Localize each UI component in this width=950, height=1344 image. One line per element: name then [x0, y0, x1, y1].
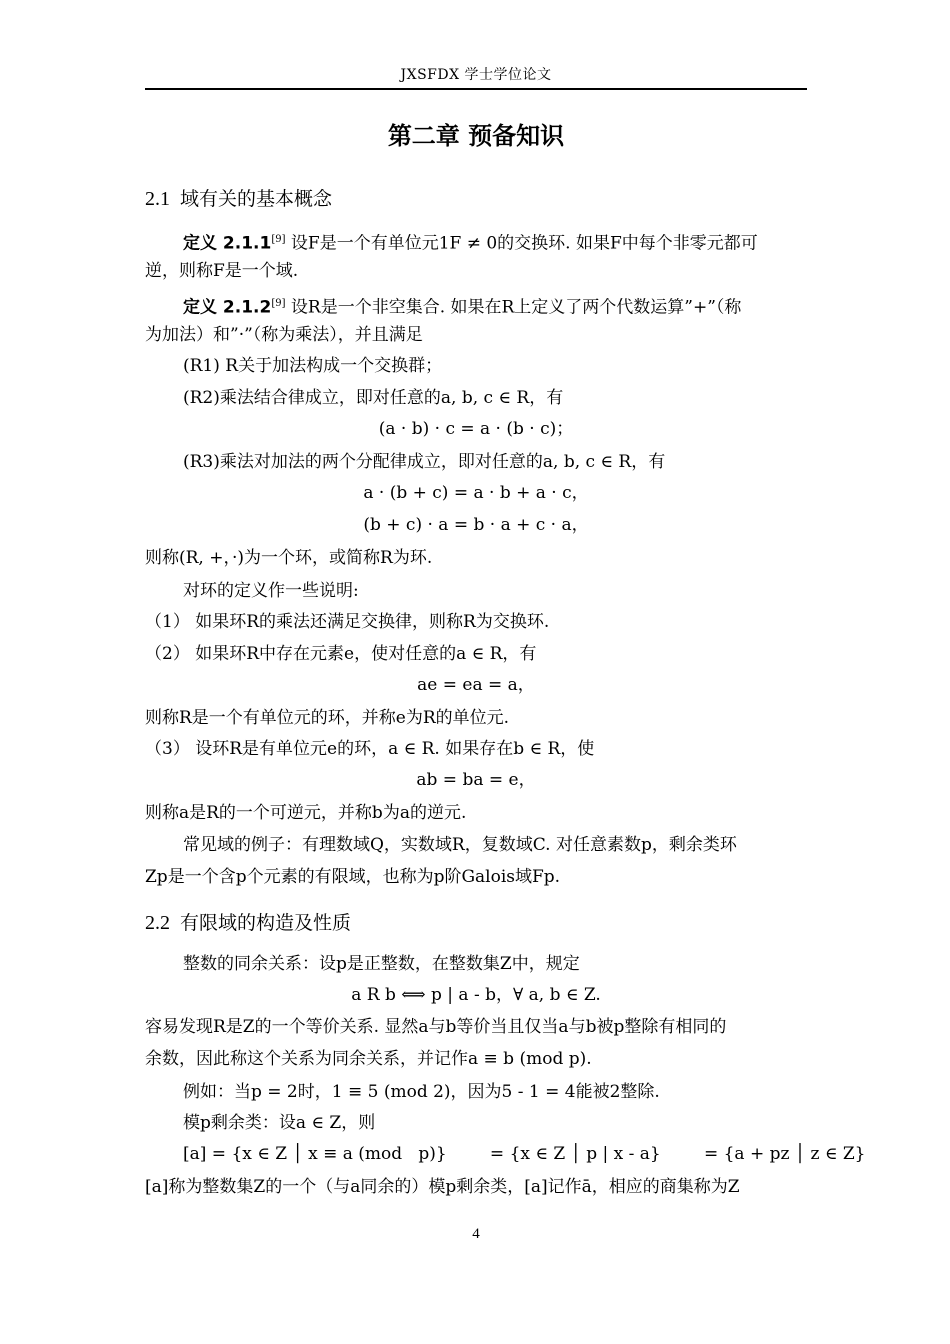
condition-r2: (R2)乘法结合律成立，即对任意的a, b, c ∈ R，有 [183, 388, 564, 408]
equation-residue-class: [a] = {x ∈ Z │ x ≡ a (mod p)} = {x ∈ Z │ p | x - a} = {a + pz │ z ∈ Z} [183, 1144, 866, 1164]
definition-text: 设R是一个非空集合. 如果在R上定义了两个代数运算”+”（称 [285, 297, 742, 318]
header-rule [145, 88, 807, 90]
note-3-conclusion: 则称a是R的一个可逆元，并称b为a的逆元. [145, 803, 467, 823]
notes-intro: 对环的定义作一些说明: [183, 581, 359, 601]
equation-identity: ae = ea = a， [417, 675, 535, 695]
condition-r3: (R3)乘法对加法的两个分配律成立，即对任意的a, b, c ∈ R，有 [183, 452, 666, 472]
equation-distributive-right: (b + c) · a = b · a + c · a， [363, 515, 589, 535]
note-2: （2） 如果环R中存在元素e，使对任意的a ∈ R，有 [145, 644, 537, 664]
congruence-intro: 整数的同余关系：设p是正整数，在整数集Z中，规定 [183, 954, 580, 974]
residue-class-text: [a]称为整数集Z的一个（与a同余的）模p剩余类，[a]记作ā，相应的商集称为Z [145, 1177, 740, 1197]
equation-distributive-left: a · (b + c) = a · b + a · c， [363, 483, 589, 503]
page-number: 4 [472, 1226, 480, 1242]
note-2-conclusion: 则称R是一个有单位元的环，并称e为R的单位元. [145, 708, 510, 728]
section-heading-2-2 [145, 908, 351, 935]
note-3: （3） 设环R是有单位元e的环，a ∈ R. 如果存在b ∈ R，使 [145, 739, 595, 759]
section-title: 有限域的构造及性质 [180, 912, 352, 934]
running-header: JXSFDX 学士学位论文 [400, 67, 552, 83]
section-number: 2.2 [145, 912, 170, 934]
congruence-text-2: 余数，因此称这个关系为同余关系，并记作a ≡ b (mod p). [145, 1049, 592, 1069]
citation-ref: [9] [271, 234, 286, 245]
section-heading-2-1 [145, 184, 332, 211]
equation-congruence: a R b ⟺ p | a - b，∀ a, b ∈ Z. [351, 985, 601, 1005]
definition-2-1-1-cont: 逆，则称F是一个域. [145, 261, 299, 281]
ring-conclusion: 则称(R, +，·)为一个环，或简称R为环. [145, 548, 433, 568]
field-examples: 常见域的例子：有理数域Q，实数域R，复数域C. 对任意素数p，剩余类环 [183, 835, 737, 855]
section-number: 2.1 [145, 188, 170, 210]
section-title: 域有关的基本概念 [180, 188, 333, 210]
definition-2-1-2 [183, 292, 807, 320]
congruence-example: 例如：当p = 2时，1 ≡ 5 (mod 2)，因为5 - 1 = 4能被2整除. [183, 1082, 660, 1102]
definition-label: 定义 2.1.2 [183, 297, 272, 318]
citation-ref: [9] [271, 298, 286, 309]
equation-inverse: ab = ba = e， [416, 770, 536, 790]
note-1: （1） 如果环R的乘法还满足交换律，则称R为交换环. [145, 612, 550, 632]
congruence-text-1: 容易发现R是Z的一个等价关系. 显然a与b等价当且仅当a与b被p整除有相同的 [145, 1017, 727, 1037]
definition-text: 设F是一个有单位元1F ≠ 0的交换环. 如果F中每个非零元都可 [285, 233, 758, 254]
residue-class-intro: 模p剩余类：设a ∈ Z，则 [183, 1113, 376, 1133]
definition-2-1-1 [183, 228, 807, 256]
definition-2-1-2-cont: 为加法）和”·”（称为乘法），并且满足 [145, 325, 423, 345]
equation-associative: (a · b) · c = a · (b · c)； [378, 419, 574, 439]
condition-r1: (R1) R关于加法构成一个交换群； [183, 356, 443, 376]
field-examples-cont: Zp是一个含p个元素的有限域，也称为p阶Galois域Fp. [145, 867, 561, 887]
definition-label: 定义 2.1.1 [183, 233, 272, 254]
chapter-title: 第二章 预备知识 [387, 122, 565, 150]
